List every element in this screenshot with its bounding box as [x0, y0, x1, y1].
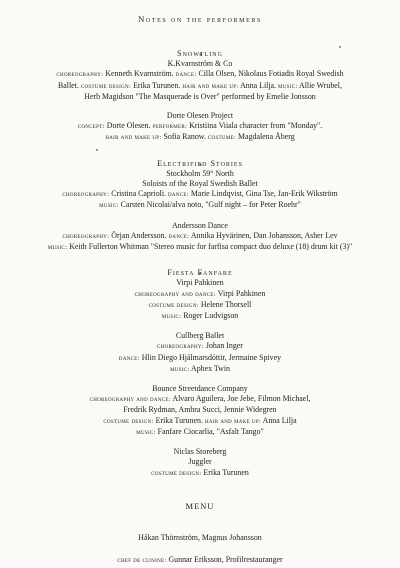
credit-line — [10, 353, 390, 364]
performer-notes — [10, 42, 390, 566]
credit-line — [10, 132, 390, 143]
credit-role-label: choreography: — [62, 191, 110, 199]
credit-text: Erika Turunen — [201, 467, 249, 477]
credit-text: Fanfare Ciocarlia, "Asfalt Tango" — [155, 426, 264, 436]
credit-text: Aphex Twin — [189, 363, 230, 373]
section-title: Snowtling — [177, 49, 223, 58]
credit-text: Herb Magidson "The Masquerade is Over" performed by Emelie Jonsson — [84, 91, 316, 101]
credit-role-label: choreography: — [62, 232, 110, 240]
credit-line — [10, 179, 390, 189]
credit-role-label: music: — [161, 313, 182, 321]
credit-role-label: chef de cuisine: — [117, 556, 167, 564]
credit-line — [10, 394, 390, 405]
credit-line — [10, 384, 390, 394]
credit-text: Annika Hyvärinen, Dan Johansson, Asher Lev — [189, 230, 338, 240]
page-heading: Notes on the performers — [138, 14, 262, 24]
credit-role-label: dance: — [118, 354, 140, 362]
credit-role-label: dance: — [168, 232, 190, 240]
credit-line — [10, 468, 390, 479]
credit-line — [10, 447, 390, 457]
print-speck — [96, 149, 98, 151]
credit-text: Virpi Pahkinen — [176, 278, 224, 288]
credit-text: Bounce Streetdance Company — [152, 384, 248, 394]
credit-role-label: dance: — [175, 71, 197, 79]
credit-text: Stockholm 59° North — [166, 168, 234, 178]
section-title: Fiesta Fanfare — [167, 268, 233, 278]
credit-line — [10, 221, 390, 231]
credit-text: Marie Lindqvist, Gina Tse, Jan-Erik Wikström — [188, 189, 338, 199]
performer-section — [10, 447, 390, 479]
credit-text: Dorte Olesen Project — [166, 111, 234, 121]
credit-text: Virpi Pahkinen — [215, 288, 266, 298]
credit-role-label: costume design: — [151, 469, 202, 477]
credit-role-label: choreography and dance: — [89, 396, 171, 404]
credit-line — [10, 278, 390, 288]
credit-text: Dorte Olesen. — [104, 121, 153, 131]
credit-role-label: music: — [136, 428, 156, 436]
credit-text: Alvaro Aguilera, Joe Jebe, Filmon Michael, — [170, 394, 311, 404]
credit-text: Carsten Nicolai/alva noto, "Gulf night – for Peter Roehr" — [118, 200, 301, 210]
performer-section — [10, 384, 390, 438]
credit-line — [10, 92, 390, 102]
credit-role-label: performer: — [152, 123, 188, 131]
performer-section — [10, 153, 390, 212]
credit-line — [10, 311, 390, 322]
credit-role-label: hair and make up: — [105, 134, 162, 142]
credit-text: Niclas Storeberg — [173, 447, 227, 457]
credit-text: Keith Fullerton Whitman "Stereo music for farfisa compact duo deluxe (18) drum kit (3)" — [67, 242, 353, 252]
credit-text: Helene Thorsell — [198, 299, 252, 309]
credit-line — [10, 169, 390, 179]
credit-line — [10, 300, 390, 311]
credit-role-label: choreography: — [157, 343, 204, 351]
credit-text: Johan Inger — [203, 341, 243, 351]
credit-line — [10, 81, 390, 92]
credit-line — [10, 200, 390, 211]
credit-line — [10, 427, 390, 438]
credit-text: K.Kvarnström & Co — [167, 59, 233, 69]
credit-line — [10, 111, 390, 121]
credit-text: Anna Lilja — [261, 415, 297, 425]
credit-role-label: costume design: — [80, 82, 132, 90]
credit-text: Anna Lilja. — [238, 80, 278, 90]
credit-role-label: costume design: — [148, 301, 199, 309]
credit-text: Cilla Olsen, Nikolaus Fotiadis Royal Swedish — [196, 69, 344, 79]
credit-role-label: music: — [47, 244, 68, 252]
credit-text: Fredrik Rydman, Ambra Succi, Jennie Widegren — [123, 405, 277, 415]
credit-text: Erika Turunen. — [131, 80, 183, 90]
credit-line — [10, 364, 390, 375]
credit-text: Kenneth Kvarnström. — [103, 69, 176, 79]
performer-section — [10, 111, 390, 144]
credit-line — [10, 69, 390, 80]
section-title: Electrified Stories — [157, 158, 243, 168]
credit-role-label: concept: — [77, 123, 105, 131]
section-separator-dot — [199, 262, 202, 265]
performer-section — [10, 221, 390, 254]
credit-role-label: music: — [99, 202, 119, 210]
menu-title: MENU — [185, 501, 215, 511]
credit-line — [10, 405, 390, 415]
credit-text: Cullberg Ballet — [175, 331, 225, 341]
credit-text: Juggler — [188, 457, 212, 467]
performer-section — [10, 331, 390, 375]
credit-text: Soloists of the Royal Swedish Ballet — [142, 179, 258, 189]
credit-text: Erika Turunen. — [153, 415, 205, 425]
credit-role-label: hair and make up: — [182, 82, 239, 90]
credit-line — [10, 231, 390, 242]
performer-section — [10, 262, 390, 322]
credit-role-label: costume design: — [103, 417, 154, 425]
credit-line — [10, 533, 390, 543]
credit-line — [10, 59, 390, 69]
credit-text: Allie Wrubel, — [297, 80, 342, 90]
credit-text: Cristina Caprioli. — [109, 189, 168, 199]
credit-line — [10, 341, 390, 352]
credit-role-label: choreography and dance: — [134, 290, 216, 298]
credit-text: Hlin Diego Hjálmarsdóttir, Jermaine Spivey — [139, 352, 282, 362]
credit-text: Sofia Ranow. — [161, 132, 208, 142]
credit-line — [10, 189, 390, 200]
credit-line — [10, 416, 390, 427]
credit-text: Roger Ludvigson — [181, 311, 239, 321]
credit-role-label: costume: — [207, 134, 237, 142]
credit-line — [10, 457, 390, 467]
credit-text: Andersson Dance — [172, 220, 228, 230]
credit-text: Ballet. — [58, 80, 81, 90]
credit-role-label: dance: — [167, 191, 189, 199]
credit-line — [10, 121, 390, 132]
performer-section — [10, 43, 390, 102]
credit-line — [10, 555, 390, 566]
credit-line — [10, 289, 390, 300]
credit-text: Örjan Andersson. — [109, 230, 169, 240]
credit-text: Magdalena Åberg — [236, 132, 295, 142]
menu-section — [10, 502, 390, 566]
credit-role-label: choreography: — [56, 71, 104, 79]
credit-line — [10, 331, 390, 341]
credit-text: Kristiina Viiala character from "Monday". — [187, 121, 323, 131]
credit-text: Gunnar Eriksson, Profilrestauranger — [166, 554, 283, 564]
credit-text: Håkan Thörnström, Magnus Johansson — [138, 532, 262, 542]
credit-role-label: music: — [169, 365, 190, 373]
section-separator-dot — [199, 153, 202, 156]
credit-line — [10, 242, 390, 253]
credit-role-label: music: — [278, 82, 298, 90]
print-speck — [339, 46, 341, 48]
section-separator-dot — [199, 43, 202, 46]
credit-role-label: hair and make up: — [204, 417, 262, 425]
